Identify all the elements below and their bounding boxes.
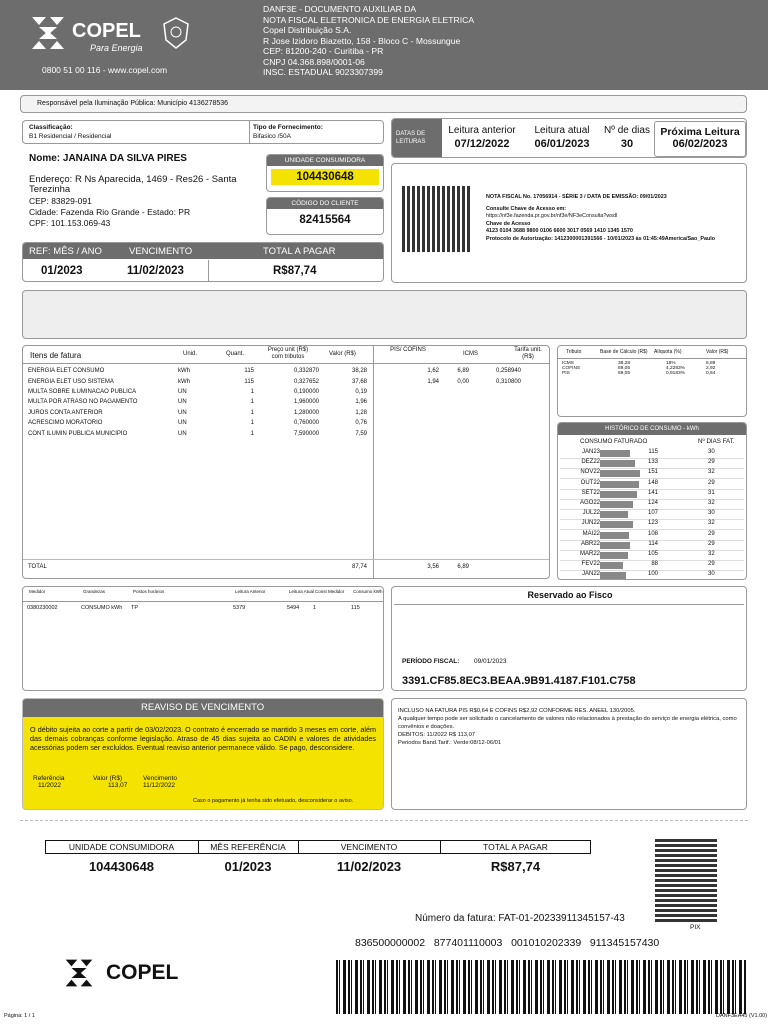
item-cell: 1 <box>250 430 254 437</box>
history-bar <box>600 552 628 559</box>
meter-header: Leitura Anterior <box>235 589 266 594</box>
ref-month: 01/2023 <box>41 265 83 277</box>
item-total-cell <box>176 562 216 572</box>
history-value: 141 <box>647 489 658 496</box>
pix-qr-code[interactable] <box>655 838 717 922</box>
history-days: 30 <box>708 449 715 455</box>
tax-cell: 2,92 <box>706 366 716 371</box>
item-cell: MULTA POR ATRASO NO PAGAMENTO <box>28 399 138 406</box>
history-days: 29 <box>708 540 715 547</box>
meter-cell: 1 <box>313 605 317 611</box>
item-cell: 0,190000 <box>293 388 319 395</box>
customer-cep: CEP: 83829-091 <box>29 196 92 206</box>
history-month: OUT22 <box>580 479 600 486</box>
meter-cell: 0380230002 <box>27 605 58 611</box>
copel-logo-icon <box>30 15 66 51</box>
item-cell <box>369 418 441 428</box>
tax-cell: 0,64 <box>706 371 716 376</box>
history-bar <box>600 521 633 528</box>
item-cell: UN <box>178 388 187 395</box>
doc-header-lines: DANF3E - DOCUMENTO AUXILIAR DA NOTA FISCAL ELETRONICA DE ENERGIA ELETRICA Copel Distribuição S.A. R Jose Izidoro Biazetto, 158 - Bloco C - Mossungue CEP: 81200-240 - Curitiba - PR CNPJ 04.368.898/0001-06 INSC. ESTADUAL 9023307399 <box>263 4 475 77</box>
history-bar <box>600 562 623 569</box>
item-cell: 1 <box>250 420 254 427</box>
history-value: 100 <box>647 571 658 578</box>
history-bar <box>600 501 633 508</box>
tax-cell: 0,9183% <box>666 371 685 376</box>
unit-box: UNIDADE CONSUMIDORA 104430648 <box>266 154 384 192</box>
payment-barcode <box>336 960 746 1014</box>
public-lighting-box <box>20 95 747 113</box>
doc-version: DANF3EA45 (V1.00) <box>716 1013 768 1019</box>
item-total-cell: 3,56 <box>427 564 439 571</box>
item-cell: UN <box>178 409 187 416</box>
meter-header: Consumo kWh <box>353 589 383 594</box>
info-line: INCLUSO NA FATURA PIS R$0,64 E COFINS R$2,92 CONFORME RES. ANEEL 130/2005. <box>398 708 636 714</box>
item-row <box>26 376 523 386</box>
meter-cell: CONSUMO kWh <box>81 605 123 611</box>
item-cell: ENERGIA ELET CONSUMO <box>28 368 105 375</box>
stub-unit: 104430648 <box>88 859 155 874</box>
history-days: 32 <box>708 500 715 506</box>
item-cell: ACRESCIMO MORATORIO <box>28 420 103 427</box>
meter-header: Const Medidor <box>315 589 345 594</box>
item-cell: 115 <box>244 368 254 375</box>
history-value: 115 <box>648 449 658 455</box>
message-box <box>22 290 747 339</box>
meter-header: Medidor <box>29 589 46 594</box>
item-cell: 1,28 <box>355 409 367 416</box>
info-line: A qualquer tempo pode ser solicitado o cancelamento de valores não relacionados à prestação do serviço de energia elétrica, como convênios e doações. <box>398 716 737 730</box>
fiscal-period: 09/01/2023 <box>474 658 507 665</box>
tax-cell: 6,89 <box>706 361 716 366</box>
customer-city: Cidade: Fazenda Rio Grande - Estado: PR <box>29 207 191 217</box>
history-value: 123 <box>647 520 658 527</box>
history-month: SET22 <box>581 489 600 496</box>
item-cell <box>369 397 441 407</box>
tax-cell: 4,2283% <box>666 366 685 371</box>
item-row <box>26 387 523 397</box>
history-days: 30 <box>708 510 715 517</box>
history-bar <box>600 511 628 518</box>
history-days: 30 <box>708 571 715 578</box>
history-value: 88 <box>651 561 658 568</box>
invoice-number: Número da fatura: FAT-01-20233911345157-43 <box>415 913 625 924</box>
readings-box: DATAS DE LEITURAS Leitura anterior 07/12/2022 Leitura atual 06/01/2023 Nº de dias 30 Próxima Leitura 06/02/2023 <box>391 118 747 158</box>
info-line: DEBITOS: 11/2022 R$ 113,07 <box>398 732 476 738</box>
item-cell: 0,19 <box>355 388 367 395</box>
unit-number: 104430648 <box>271 169 379 185</box>
history-days: 29 <box>708 561 715 568</box>
item-cell: 115 <box>244 378 254 385</box>
meter-cell: 115 <box>351 605 360 611</box>
history-value: 124 <box>647 500 658 506</box>
tax-cell: 18% <box>666 361 676 366</box>
items-table: Itens de fatura Unid. Quant. Preço unit (R$) com tributos Valor (R$) PIS/ COFINS ICMS Tarifa unit. (R$) ENERGIA ELET CONSUMO kWh 115 0,332870 38,28 1,62 6,89 0,258940 ENERGIA ELET USO SISTEMA kWh 115 0,327652 37,68 1,94 0,00 0,310800 MULTA SOBRE ILUMINACAO PUBLICA UN 1 0,190000 0,19 MULTA POR ATRASO NO PAGAMENTO UN 1 1,960000 1,96 JUROS CONTA ANTERIOR UN 1 1,280000 1,28 ACRESCIMO MORATORIO UN 1 0,760000 0,76 CONT ILUMIN PUBLICA MUNICIPIO UN 1 7,590000 7,59 TOTAL 87,74 3,56 6,89 <box>22 345 550 579</box>
reaviso-box: REAVISO DE VENCIMENTO O débito sujeita ao corte a partir de 03/02/2023. O contrato é encerrado se mantido 3 meses em corte, além das demais cobranças conforme legislação. Atraso de 45 dias sujeita ao CADIN e valores de atividades acessórias podem ser excluídos. Eventual reaviso anterior permanece válido. Se pago, desconsidere. Referência Valor (R$) Vencimento 11/2022 113,07 11/12/2022 Caso o pagamento já tenha sido efetuado, desconsiderar o aviso. <box>22 698 384 810</box>
tax-cell: PIS <box>562 371 570 376</box>
reading-curr: 06/01/2023 <box>534 138 590 150</box>
history-month: MAI22 <box>582 530 600 537</box>
item-cell <box>441 428 471 438</box>
ref-total: R$87,74 <box>273 265 317 277</box>
item-cell <box>369 387 441 397</box>
tax-cell: 38,28 <box>618 361 631 366</box>
item-cell <box>471 418 523 428</box>
item-cell <box>471 408 523 418</box>
item-row <box>26 428 523 438</box>
item-total-cell: TOTAL <box>28 564 47 571</box>
ref-due: 11/02/2023 <box>127 265 184 277</box>
history-value: 105 <box>647 551 658 557</box>
logo-name: COPEL <box>72 20 141 42</box>
item-row <box>26 418 523 428</box>
item-cell: UN <box>178 399 187 406</box>
item-cell: 1,960000 <box>293 399 319 406</box>
history-month: JUL22 <box>582 510 600 517</box>
item-total-cell: 87,74 <box>351 564 367 571</box>
item-cell: 0,258940 <box>495 368 521 375</box>
item-cell: 1,94 <box>427 378 439 385</box>
parana-seal-icon <box>162 16 190 55</box>
item-cell: 1 <box>250 388 254 395</box>
reading-prev: 07/12/2022 <box>454 138 510 150</box>
ref-box: REF: MÊS / ANO VENCIMENTO TOTAL A PAGAR 01/2023 11/02/2023 R$87,74 <box>22 242 384 282</box>
item-cell <box>369 428 441 438</box>
history-month: JUN22 <box>581 520 600 527</box>
copel-logo <box>30 15 66 56</box>
history-month: MAR22 <box>579 551 600 557</box>
page-number: Página: 1 / 1 <box>4 1013 35 1019</box>
history-bar <box>600 491 637 498</box>
history-bar <box>600 460 635 467</box>
logo-tagline: Para Energia <box>90 43 143 53</box>
meter-cell: TP <box>131 605 139 611</box>
history-bar <box>600 542 630 549</box>
history-bar <box>600 572 626 579</box>
meter-table <box>22 586 384 691</box>
item-total-cell <box>216 562 256 572</box>
item-cell: kWh <box>178 368 190 375</box>
item-cell: 38,28 <box>351 368 367 375</box>
history-bar <box>600 481 639 488</box>
item-total-row <box>26 562 523 572</box>
item-cell: 1,62 <box>427 368 439 375</box>
history-days: 31 <box>708 489 715 496</box>
history-bar <box>600 470 640 477</box>
item-cell: CONT ILUMIN PUBLICA MUNICIPIO <box>28 430 128 437</box>
item-cell: 7,59 <box>355 430 367 437</box>
item-cell: 0,332870 <box>293 368 319 375</box>
stub-total: R$87,74 <box>490 859 541 874</box>
item-row <box>26 397 523 407</box>
item-cell <box>369 408 441 418</box>
client-code: 82415564 <box>299 214 351 226</box>
item-cell: 6,89 <box>457 368 469 375</box>
customer-address: Endereço: R Ns Aparecida, 1469 - Res26 - Santa Terezinha <box>29 174 237 195</box>
item-total-cell: 6,89 <box>457 564 469 571</box>
stub-copel-logo-icon <box>64 958 94 993</box>
history-month: NOV22 <box>580 469 600 476</box>
history-days: 29 <box>708 459 715 466</box>
customer-cpf: CPF: 101.153.069-43 <box>29 218 111 228</box>
item-cell <box>471 397 523 407</box>
item-cell <box>441 387 471 397</box>
reaviso-text: O débito sujeita ao corte a partir de 03/02/2023. O contrato é encerrado se mantido 3 meses em corte, além das demais cobranças conforme legislação. Atraso de 45 dias sujeita ao CADIN e valores de atividades acessórias podem ser excluídos. Eventual reaviso anterior permanece válido. Se pago, desconsidere. <box>30 725 376 752</box>
tax-cell: 69,05 <box>618 371 631 376</box>
pix-label: PIX <box>690 924 701 931</box>
history-month: JAN22 <box>581 571 600 578</box>
item-cell <box>441 408 471 418</box>
tax-cell: ICMS <box>562 361 574 366</box>
history-bar <box>600 450 630 457</box>
item-cell: JUROS CONTA ANTERIOR <box>28 409 103 416</box>
reading-days: 30 <box>620 138 634 150</box>
history-value: 151 <box>647 469 658 476</box>
reading-next: 06/02/2023 <box>672 138 728 150</box>
taxes-table: Tributo Base de Cálculo (R$) Alíquota (%) Valor (R$) ICMS 38,28 18% 6,89 COFINS 69,05 4,2283% 2,92 PIS 69,05 0,9183% 0,64 <box>557 345 747 417</box>
history-month: JAN23 <box>581 449 600 455</box>
tax-cell: COFINS <box>562 366 581 371</box>
item-cell: kWh <box>178 378 190 385</box>
info-box <box>391 698 747 810</box>
barcode-digits: 836500000002 877401110003 001010202339 911345157430 <box>355 937 660 949</box>
history-value: 108 <box>647 530 658 537</box>
public-lighting-text: Responsável pela Iluminação Pública: Município 4136278536 <box>37 100 229 107</box>
meter-header: Postos horários <box>133 589 165 594</box>
item-cell: MULTA SOBRE ILUMINACAO PUBLICA <box>28 388 137 395</box>
history-month: FEV22 <box>581 561 600 568</box>
item-cell: 0,00 <box>457 378 469 385</box>
history-value: 114 <box>648 540 658 547</box>
fisco-box: Reservado ao Fisco PERÍODO FISCAL: 09/01/2023 3391.CF85.8EC3.BEAA.9B91.4187.F101.C758 <box>391 586 747 691</box>
classification-box: Classificação: B1 Residencial / Residencial Tipo de Fornecimento: Bifasico /50A <box>22 120 384 144</box>
phone-site: 0800 51 00 116 - www.copel.com <box>42 65 168 75</box>
item-cell: 1,280000 <box>293 409 319 416</box>
item-cell: 1 <box>250 409 254 416</box>
history-value: 133 <box>647 459 658 466</box>
item-cell: UN <box>178 430 187 437</box>
history-month: AGO22 <box>579 500 600 506</box>
stub-copel-logo: COPEL <box>106 961 179 984</box>
history-days: 32 <box>708 520 715 527</box>
item-cell: 37,68 <box>351 378 367 385</box>
item-row <box>26 408 523 418</box>
client-code-box: CÓDIGO DO CLIENTE 82415564 <box>266 197 384 235</box>
history-value: 148 <box>647 479 658 486</box>
history-days: 29 <box>708 530 715 537</box>
history-bar <box>600 532 629 539</box>
item-cell: 0,310800 <box>495 378 521 385</box>
item-cell: 1,96 <box>355 399 367 406</box>
cut-line <box>20 820 748 821</box>
customer-name: Nome: JANAINA DA SILVA PIRES <box>29 153 187 164</box>
history-days: 32 <box>708 551 715 557</box>
item-cell <box>471 387 523 397</box>
item-cell: 0,760000 <box>293 420 319 427</box>
meter-cell: 5494 <box>287 605 300 611</box>
consumption-history: HISTÓRICO DE CONSUMO - kWh CONSUMO FATURADO Nº DIAS FAT. JAN23 115 30 DEZ22 133 29 NOV22 151 32 OUT22 148 29 SET22 141 31 AGO22 124 32 JUL22 107 30 JUN22 123 32 MAI22 108 29 ABR22 114 29 MAR22 105 32 FEV22 88 29 JAN22 100 30 <box>557 422 747 580</box>
history-month: ABR22 <box>580 540 600 547</box>
meter-header: Leitura Atual <box>289 589 315 594</box>
stub-ref: 01/2023 <box>224 859 272 874</box>
item-cell: UN <box>178 420 187 427</box>
item-cell: 7,590000 <box>293 430 319 437</box>
history-days: 32 <box>708 469 715 476</box>
item-cell: 0,76 <box>355 420 367 427</box>
history-value: 107 <box>647 510 658 517</box>
meter-header: Grandezas <box>83 589 106 594</box>
item-cell: 0,327652 <box>293 378 319 385</box>
info-line: Periodos Band.Tarif.: Verde:08/12-06/01 <box>398 740 502 746</box>
item-cell <box>441 418 471 428</box>
item-total-cell <box>471 562 523 572</box>
item-cell: ENERGIA ELET USO SISTEMA <box>28 378 114 385</box>
item-cell: 1 <box>250 399 254 406</box>
history-month: DEZ22 <box>581 459 600 466</box>
nf-qr-code <box>402 186 472 252</box>
tax-cell: 69,05 <box>618 366 631 371</box>
fiscal-code: 3391.CF85.8EC3.BEAA.9B91.4187.F101.C758 <box>402 675 636 687</box>
item-cell <box>471 428 523 438</box>
nf-box: NOTA FISCAL No. 17056914 - SÉRIE 3 / DATA DE EMISSÃO: 09/01/2023 Consulte Chave de Acesso em: https://nf3e.fazenda.pr.gov.br/nf3e/NF3eConsulta?wsdl Chave de Acesso 4123 0104 3688 9800 0106 6600 3017 0569 1410 1345 1570 Protocolo de Autorização: 1412300001391566 - 10/01/2023 às 01:45:49America/Sao_Paulo <box>391 163 747 283</box>
stub-due: 11/02/2023 <box>336 859 402 874</box>
meter-cell: 5379 <box>233 605 246 611</box>
item-total-cell <box>256 562 321 572</box>
history-days: 29 <box>708 479 715 486</box>
item-row <box>26 366 523 376</box>
item-cell <box>441 397 471 407</box>
payment-stub: UNIDADE CONSUMIDORA MÊS REFERÊNCIA VENCIMENTO TOTAL A PAGAR 104430648 01/2023 11/02/2023 R$87,74 <box>45 840 591 884</box>
